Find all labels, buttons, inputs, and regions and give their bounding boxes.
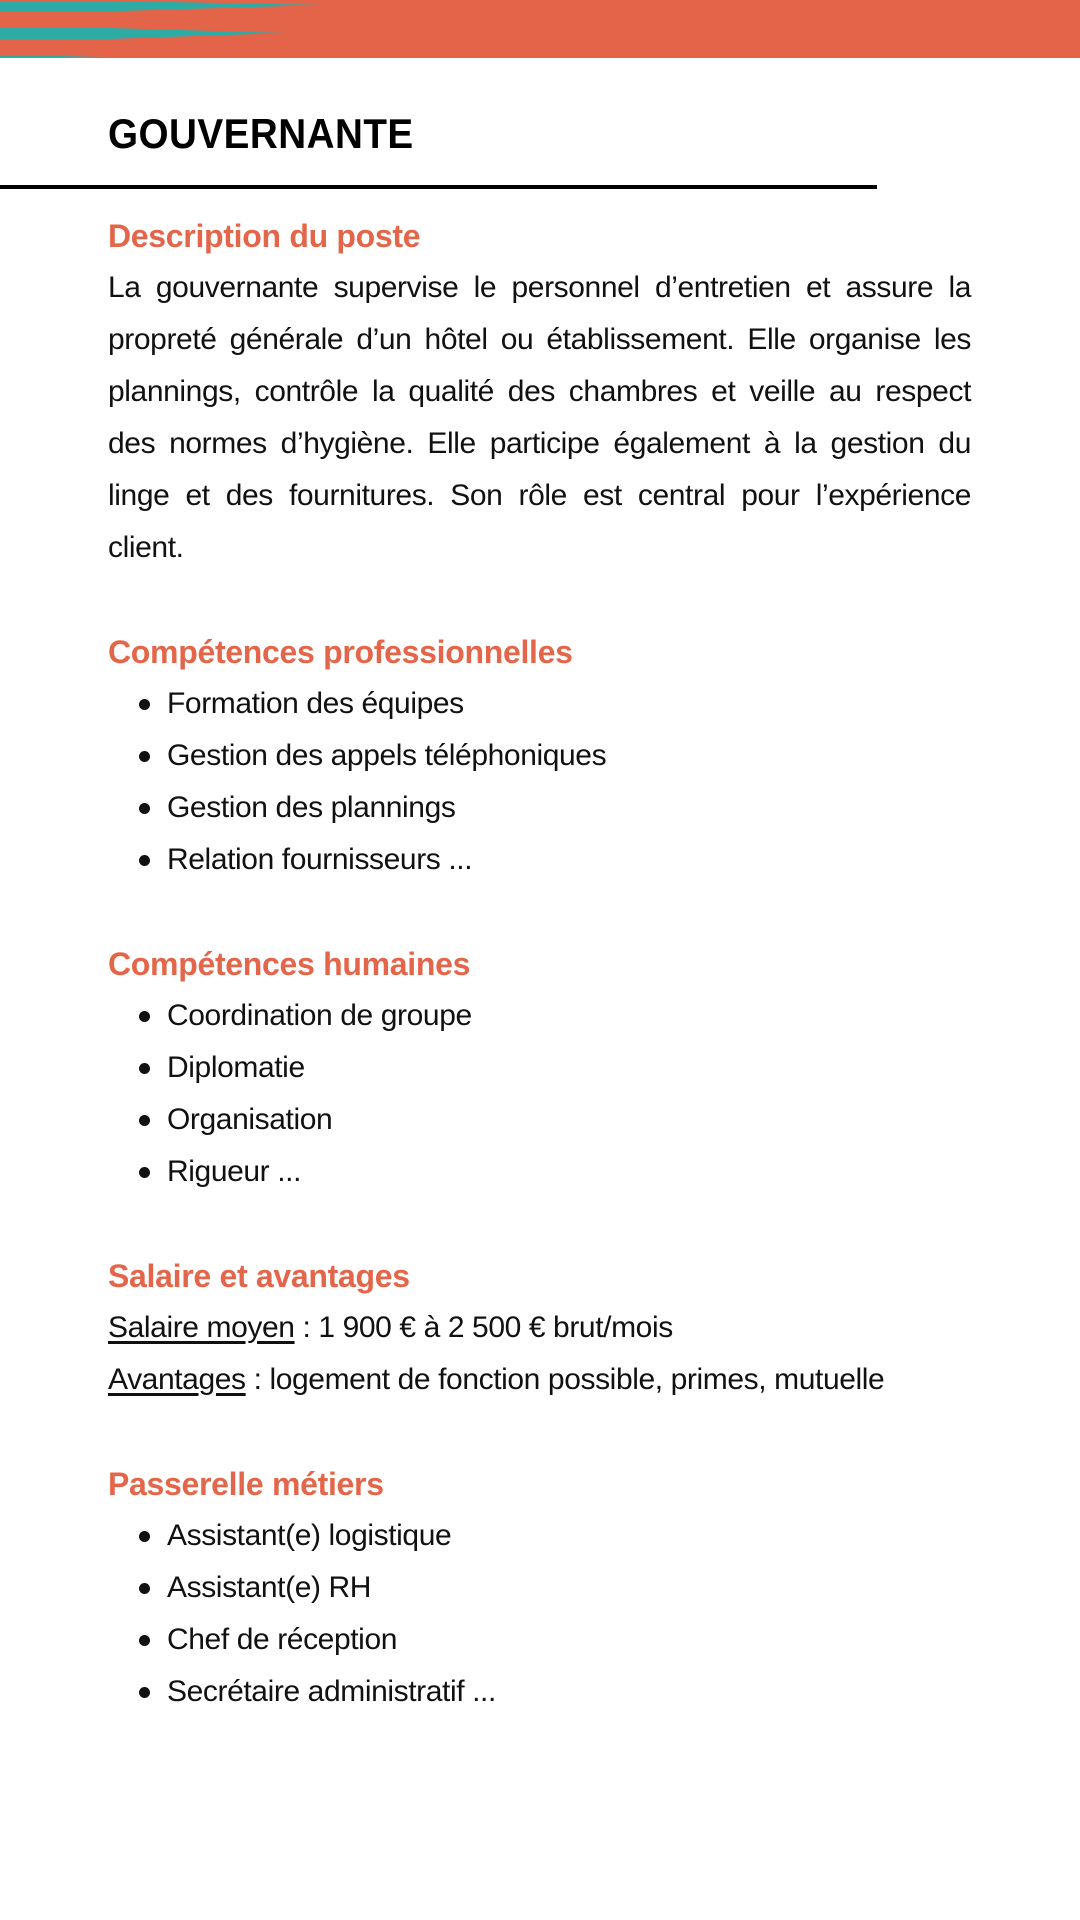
list-item xyxy=(108,782,971,834)
list-item-text: Assistant(e) RH xyxy=(167,1571,372,1604)
bullet-icon xyxy=(139,1063,150,1074)
list-item xyxy=(108,678,971,730)
list-item-text: Formation des équipes xyxy=(167,687,464,720)
title-divider xyxy=(0,185,877,189)
section-competences-professionnelles xyxy=(108,626,971,886)
section-competences-humaines xyxy=(108,938,971,1198)
bullet-icon xyxy=(139,1687,150,1698)
list-item xyxy=(108,990,971,1042)
bullet-icon xyxy=(139,1635,150,1646)
bullet-icon xyxy=(139,699,150,710)
section-heading: Description du poste xyxy=(108,218,421,254)
list-item-text: Gestion des plannings xyxy=(167,791,456,824)
bullet-icon xyxy=(139,1531,150,1542)
bullet-list xyxy=(108,1510,971,1718)
bullet-icon xyxy=(139,1167,150,1178)
bullet-icon xyxy=(139,751,150,762)
list-item xyxy=(108,1094,971,1146)
bullet-list xyxy=(108,990,971,1198)
list-item-text: Coordination de groupe xyxy=(167,999,472,1032)
section-description xyxy=(108,210,971,574)
list-item xyxy=(108,730,971,782)
salary-line xyxy=(108,1302,971,1354)
bullet-list xyxy=(108,678,971,886)
list-item-text: Diplomatie xyxy=(167,1051,305,1084)
benefits-value: : logement de fonction possible, primes, mutuelle xyxy=(245,1363,885,1396)
benefits-line xyxy=(108,1354,971,1406)
section-salaire-avantages xyxy=(108,1250,971,1406)
bullet-icon xyxy=(139,803,150,814)
section-heading: Compétences professionnelles xyxy=(108,634,573,670)
section-heading: Passerelle métiers xyxy=(108,1466,384,1502)
bullet-icon xyxy=(139,855,150,866)
section-heading: Salaire et avantages xyxy=(108,1258,410,1294)
list-item xyxy=(108,1510,971,1562)
list-item xyxy=(108,1666,971,1718)
bullet-icon xyxy=(139,1115,150,1126)
section-passerelle-metiers xyxy=(108,1458,971,1718)
list-item-text: Secrétaire administratif ... xyxy=(167,1675,496,1708)
list-item xyxy=(108,1146,971,1198)
list-item-text: Relation fournisseurs ... xyxy=(167,843,473,876)
benefits-label: Avantages xyxy=(108,1363,246,1396)
job-sheet-content xyxy=(108,210,971,1770)
list-item-text: Organisation xyxy=(167,1103,333,1136)
list-item xyxy=(108,1042,971,1094)
list-item xyxy=(108,834,971,886)
description-paragraph: La gouvernante supervise le personnel d’entretien et assure la propreté générale d’un hôtel ou établissement. Elle organise les plannings, contrôle la qualité des chambres et veille au respect des normes d’hygiène. Elle participe également à la gestion du linge et des fournitures. Son rôle est central pour l’expérience client. xyxy=(108,271,971,564)
bullet-icon xyxy=(139,1583,150,1594)
bullet-icon xyxy=(139,1011,150,1022)
list-item xyxy=(108,1562,971,1614)
list-item xyxy=(108,1614,971,1666)
header-banner xyxy=(0,0,1080,58)
section-heading: Compétences humaines xyxy=(108,946,471,982)
list-item-text: Chef de réception xyxy=(167,1623,398,1656)
salary-value: : 1 900 € à 2 500 € brut/mois xyxy=(294,1311,673,1344)
list-item-text: Assistant(e) logistique xyxy=(167,1519,452,1552)
page-title: GOUVERNANTE xyxy=(108,110,414,157)
salary-label: Salaire moyen xyxy=(108,1311,295,1344)
decorative-stripes-icon xyxy=(0,0,1080,58)
list-item-text: Rigueur ... xyxy=(167,1155,301,1188)
list-item-text: Gestion des appels téléphoniques xyxy=(167,739,607,772)
